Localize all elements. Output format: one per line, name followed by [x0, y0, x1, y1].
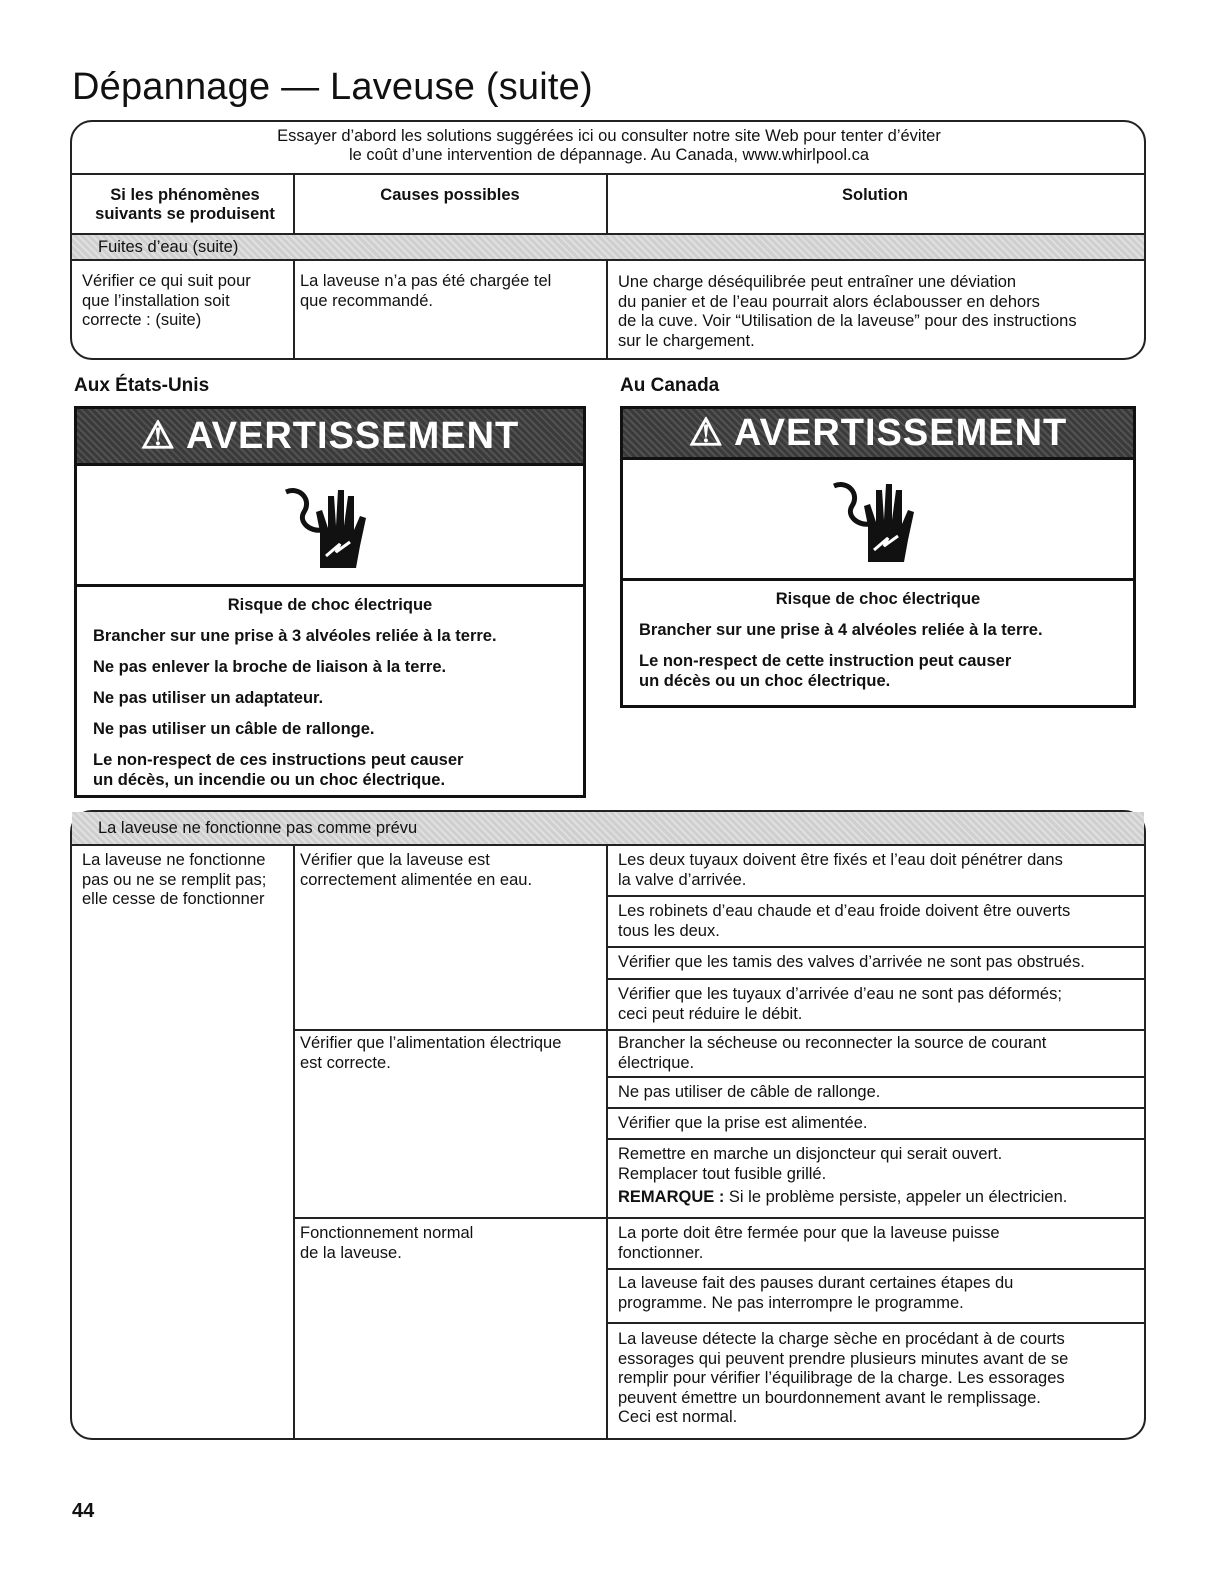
text-line: Les robinets d’eau chaude et d’eau froide doivent être ouverts: [618, 902, 1071, 920]
text-line: correctement alimentée en eau.: [300, 870, 533, 889]
warning-icon-area: [623, 460, 1133, 581]
text-line: La laveuse n’a pas été chargée tel: [300, 272, 552, 290]
remark: [618, 1188, 1138, 1208]
solution-item: [618, 1114, 1138, 1134]
page-number: 44: [72, 1500, 95, 1522]
warning-text: [623, 581, 1133, 691]
text-line: Le non-respect de ces instructions peut causer: [93, 751, 464, 769]
text-line: La laveuse fait des pauses durant certaines étapes du: [618, 1274, 1014, 1292]
text-line: Le non-respect de cette instruction peut causer: [639, 652, 1012, 670]
text-line: Ne pas utiliser de câble de rallonge.: [618, 1083, 881, 1101]
solution-item: [618, 1145, 1138, 1208]
warning-header: [623, 409, 1133, 460]
text-line: elle cesse de fonctionner: [82, 890, 265, 908]
text-line: programme. Ne pas interrompre le programme.: [618, 1293, 964, 1312]
section-band-not-working: La laveuse ne fonctionne pas comme prévu: [72, 812, 1144, 844]
text-line: Brancher la sécheuse ou reconnecter la source de courant: [618, 1034, 1047, 1052]
cause-normal-operation: [300, 1224, 600, 1263]
text-line: Vérifier que la laveuse est: [300, 851, 490, 869]
text-line: Fonctionnement normal: [300, 1224, 474, 1242]
warning-header: [77, 409, 583, 466]
column-divider: [293, 846, 295, 1440]
row-divider: [608, 1268, 1144, 1270]
warning-risk: Risque de choc électrique: [227, 596, 433, 614]
warning-line: Ne pas utiliser un câble de rallonge.: [93, 720, 375, 738]
leaks-solution: [618, 273, 1138, 351]
text-line: Une charge déséquilibrée peut entraîner une déviation: [618, 273, 1017, 291]
warning-line: Ne pas utiliser un adaptateur.: [93, 689, 324, 707]
text-line: remplir pour vérifier l’équilibrage de la charge. Les essorages: [618, 1369, 1065, 1387]
canada-heading: Au Canada: [620, 375, 720, 396]
us-heading: Aux États-Unis: [74, 375, 210, 396]
text-line: que recommandé.: [300, 291, 433, 310]
divider: [70, 844, 1146, 846]
cause-power-supply: [300, 1034, 600, 1073]
column-divider: [606, 261, 608, 360]
intro-line-2: le coût d’une intervention de dépannage. Au Canada, www.whirlpool.ca: [348, 146, 870, 164]
text-line: la valve d’arrivée.: [618, 870, 747, 889]
text-line: Les deux tuyaux doivent être fixés et l’eau doit pénétrer dans: [618, 851, 1063, 869]
text-line: un décès ou un choc électrique.: [639, 672, 891, 690]
row-divider: [608, 1076, 1144, 1078]
text-line: Vérifier que les tuyaux d’arrivée d’eau ne sont pas déformés;: [618, 985, 1062, 1003]
solution-item: [618, 902, 1138, 941]
text-line: Vérifier que l’alimentation électrique: [300, 1034, 562, 1052]
solution-item: [618, 1330, 1138, 1428]
text-line: Ceci est normal.: [618, 1408, 738, 1426]
text-line: peuvent émettre un bourdonnement avant le remplissage.: [618, 1388, 1041, 1407]
text-line: essorages qui peuvent prendre plusieurs minutes avant de se: [618, 1349, 1069, 1368]
warning-title: AVERTISSEMENT: [734, 412, 1068, 454]
text-line: que l’installation soit: [82, 291, 230, 310]
group-divider: [295, 1217, 1144, 1219]
text-line: Remettre en marche un disjoncteur qui serait ouvert.: [618, 1145, 1003, 1163]
intro-line-1: Essayer d’abord les solutions suggérées ici ou consulter notre site Web pour tenter d’éviter: [277, 127, 941, 145]
text-line: du panier et de l’eau pourrait alors éclabousser en dehors: [618, 292, 1040, 311]
text-line: fonctionner.: [618, 1243, 704, 1262]
row-divider: [608, 978, 1144, 980]
solution-item: [618, 985, 1138, 1024]
electric-shock-hand-icon: [830, 476, 926, 566]
warning-line: Ne pas enlever la broche de liaison à la terre.: [93, 658, 447, 676]
warning-risk: Risque de choc électrique: [775, 590, 981, 608]
solution-item: [618, 1083, 1138, 1103]
text-line: est correcte.: [300, 1053, 391, 1072]
text-line: tous les deux.: [618, 921, 720, 940]
warning-title: AVERTISSEMENT: [186, 415, 520, 457]
text-line: Vérifier que les tamis des valves d’arrivée ne sont pas obstrués.: [618, 953, 1085, 971]
solution-item: [618, 1224, 1138, 1263]
warning-triangle-icon: ⚠: [140, 415, 176, 457]
warning-icon-area: [77, 466, 583, 587]
electric-shock-hand-icon: [282, 482, 378, 572]
page-title: Dépannage — Laveuse (suite): [72, 66, 593, 108]
column-divider: [293, 173, 295, 233]
intro-text: [80, 127, 1138, 165]
solution-item: [618, 851, 1138, 890]
column-divider: [606, 173, 608, 233]
header-solution: Solution: [842, 186, 908, 204]
leaks-cause: [300, 272, 600, 311]
row-divider: [608, 1322, 1144, 1324]
warning-text: [77, 587, 583, 790]
column-divider: [606, 846, 608, 1440]
solution-item: [618, 1274, 1138, 1313]
text-line: correcte : (suite): [82, 311, 202, 329]
column-divider: [293, 261, 295, 360]
text-line: de la cuve. Voir “Utilisation de la laveuse” pour des instructions: [618, 312, 1077, 330]
row-divider: [608, 895, 1144, 897]
header-phenomenon: [80, 186, 290, 224]
warning-consequence: [639, 651, 1117, 691]
row-divider: [608, 946, 1144, 948]
text-line: La porte doit être fermée pour que la laveuse puisse: [618, 1224, 1000, 1242]
divider: [70, 173, 1146, 175]
header-causes: Causes possibles: [380, 186, 520, 204]
leaks-phenomenon: [82, 272, 287, 331]
text-line: Remplacer tout fusible grillé.: [618, 1164, 827, 1183]
section-band-leaks: Fuites d’eau (suite): [72, 235, 1144, 259]
remark-label: REMARQUE :: [618, 1188, 725, 1206]
not-working-phenomenon: [82, 851, 290, 910]
text-line: Vérifier ce qui suit pour: [82, 272, 251, 290]
text-line: électrique.: [618, 1053, 695, 1072]
solution-item: [618, 953, 1138, 973]
warning-line: Brancher sur une prise à 3 alvéoles reliée à la terre.: [93, 627, 497, 645]
text-line: Vérifier que la prise est alimentée.: [618, 1114, 868, 1132]
group-divider: [295, 1029, 1144, 1031]
text-line: sur le chargement.: [618, 331, 755, 350]
text-line: La laveuse détecte la charge sèche en procédant à de courts: [618, 1330, 1065, 1348]
header-phenomenon-line-1: Si les phénomènes: [110, 186, 260, 204]
text-line: un décès, un incendie ou un choc électrique.: [93, 771, 446, 789]
text-line: La laveuse ne fonctionne: [82, 851, 266, 869]
warning-line: Brancher sur une prise à 4 alvéoles reliée à la terre.: [639, 621, 1043, 639]
row-divider: [608, 1138, 1144, 1140]
warning-triangle-icon: ⚠: [688, 412, 724, 454]
cause-water-supply: [300, 851, 600, 890]
warning-box-us: [74, 406, 586, 798]
text-line: ceci peut réduire le débit.: [618, 1004, 803, 1023]
solution-item: [618, 1034, 1138, 1073]
header-phenomenon-line-2: suivants se produisent: [95, 205, 275, 223]
row-divider: [608, 1107, 1144, 1109]
remark-text: Si le problème persiste, appeler un électricien.: [724, 1188, 1068, 1206]
divider: [70, 259, 1146, 261]
warning-box-canada: [620, 406, 1136, 708]
warning-consequence: [93, 750, 567, 790]
text-line: pas ou ne se remplit pas;: [82, 870, 267, 889]
text-line: de la laveuse.: [300, 1243, 402, 1262]
